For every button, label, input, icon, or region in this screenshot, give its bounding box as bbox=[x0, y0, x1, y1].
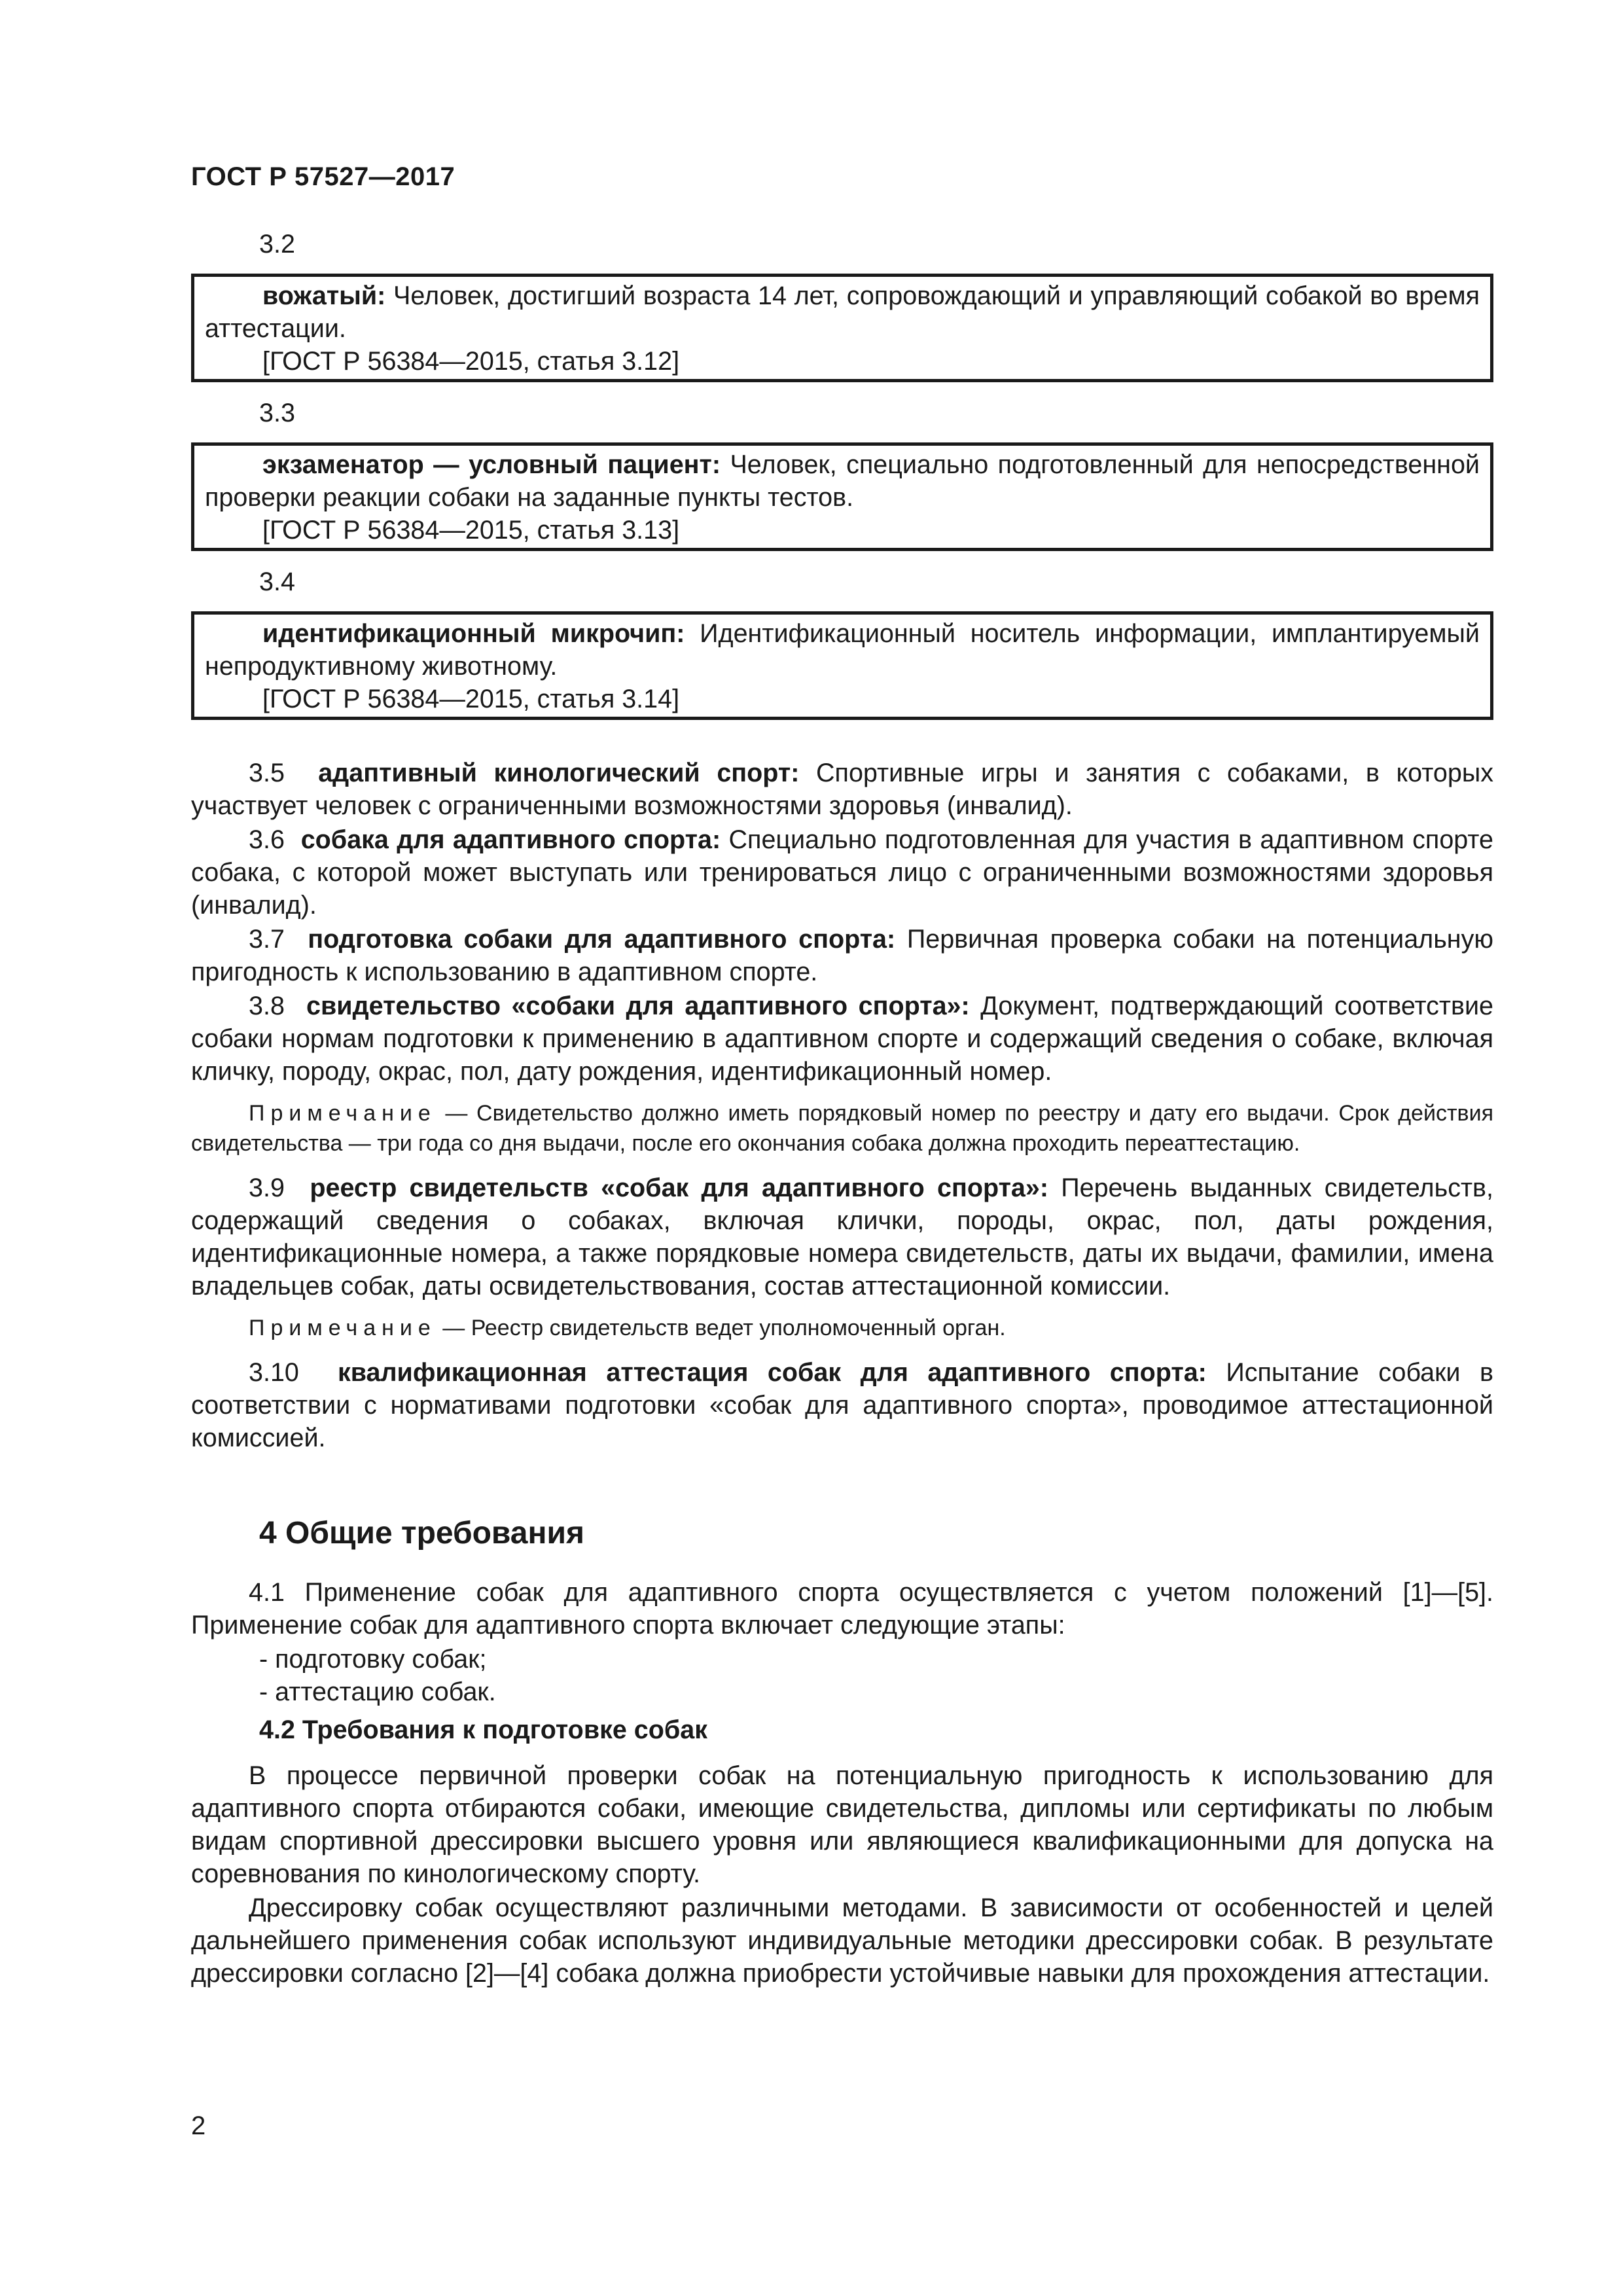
term-text: Документ, подтверждающий соответствие собаки нормам подготовки к применению в адаптивном спорте и содержащий сведения о собаке, включая кличку, породу, окрас, пол, дату рождения, идентификационный номер. bbox=[191, 992, 1494, 1086]
term-number: 3.8 bbox=[249, 992, 285, 1020]
term-text: Специально подготовленная для участия в адаптивном спорте собака, с которой может выступать или тренироваться лицо с ограниченными возможностями здоровья (инвалид). bbox=[191, 825, 1493, 920]
term-definition bbox=[205, 279, 1480, 345]
term-name: собака для адаптивного спорта: bbox=[300, 825, 721, 854]
term-definition bbox=[191, 990, 1493, 1088]
term-text: Первичная проверка собаки на потенциальную пригодность к использованию в адаптивном спорте. bbox=[191, 925, 1493, 986]
term-text: Испытание собаки в соответствии с нормативами подготовки «собак для адаптивного спорта», проводимое аттестационной комиссией. bbox=[191, 1358, 1493, 1452]
term-text: Спортивные игры и занятия с собаками, в которых участвует человек с ограниченными возможностями здоровья (инвалид). bbox=[191, 759, 1493, 820]
note bbox=[191, 1098, 1493, 1158]
term-text: Перечень выданных свидетельств, содержащий сведения о собаках, включая клички, породы, окрас, пол, даты рождения, идентификационные номера, а также порядковые номера свидетельств, даты их выдачи, фамилии, имена владельцев собак, даты освидетельствования, состав аттестационной комиссии. bbox=[191, 1174, 1493, 1300]
term-text: Человек, достигший возраста 14 лет, сопровождающий и управляющий собакой во время аттестации. bbox=[205, 281, 1480, 343]
list-item: - подготовку собак; bbox=[259, 1645, 487, 1674]
note-label: Примечание bbox=[249, 1316, 437, 1340]
term-name: адаптивный кинологический спорт: bbox=[318, 759, 800, 787]
term-name: квалификационная аттестация собак для адаптивного спорта: bbox=[337, 1358, 1207, 1387]
list-item: - аттестацию собак. bbox=[259, 1677, 496, 1706]
term-box bbox=[191, 442, 1493, 551]
term-number: 3.4 bbox=[259, 567, 295, 596]
page-number: 2 bbox=[191, 2111, 206, 2140]
paragraph: В процессе первичной проверки собак на потенциальную пригодность к использованию для адаптивного спорта отбираются собаки, имеющие свидетельства, дипломы или сертификаты по любым видам спортивной дрессировки высшего уровня или являющиеся квалификационными для допуска на соревнования по кинологическому спорту. bbox=[191, 1761, 1493, 1888]
page-content bbox=[191, 228, 1493, 1991]
term-source: [ГОСТ Р 56384—2015, статья 3.14] bbox=[262, 685, 680, 713]
term-definition bbox=[205, 448, 1480, 514]
note-text: — Свидетельство должно иметь порядковый номер по реестру и дату его выдачи. Срок действия свидетельства — три года со дня выдачи, после его окончания собака должна проходить переаттестацию. bbox=[191, 1101, 1493, 1156]
note bbox=[191, 1313, 1493, 1343]
term-number: 3.3 bbox=[259, 399, 295, 427]
subsection-title: 4.2 Требования к подготовке собак bbox=[259, 1715, 708, 1744]
term-box bbox=[191, 611, 1493, 720]
term-name: подготовка собаки для адаптивного спорта: bbox=[308, 925, 896, 954]
term-definition bbox=[191, 1356, 1493, 1454]
note-label: Примечание bbox=[249, 1101, 437, 1126]
term-name: свидетельство «собаки для адаптивного спорта»: bbox=[306, 992, 970, 1020]
term-number: 3.2 bbox=[259, 230, 295, 259]
term-definition bbox=[191, 757, 1493, 822]
term-number: 3.10 bbox=[249, 1358, 299, 1387]
term-box bbox=[191, 274, 1493, 382]
note-text: — Реестр свидетельств ведет уполномоченный орган. bbox=[436, 1316, 1006, 1340]
term-number: 3.6 bbox=[249, 825, 285, 854]
term-name: экзаменатор — условный пациент: bbox=[262, 450, 721, 479]
term-name: реестр свидетельств «собак для адаптивного спорта»: bbox=[310, 1174, 1049, 1202]
term-source: [ГОСТ Р 56384—2015, статья 3.12] bbox=[262, 347, 680, 376]
term-number: 3.7 bbox=[249, 925, 285, 954]
term-number: 3.9 bbox=[249, 1174, 285, 1202]
paragraph: Дрессировку собак осуществляют различными методами. В зависимости от особенностей и целей дальнейшего применения собак используют индивидуальные методики дрессировки собак. В результате дрессировки согласно [2]—[4] собака должна приобрести устойчивые навыки для прохождения аттестации. bbox=[191, 1893, 1493, 1988]
term-number: 3.5 bbox=[249, 759, 285, 787]
term-name: идентификационный микрочип: bbox=[262, 619, 685, 648]
term-definition bbox=[191, 823, 1493, 922]
term-name: вожатый: bbox=[262, 281, 386, 310]
term-definition bbox=[191, 1172, 1493, 1302]
section-title: 4 Общие требования bbox=[259, 1516, 584, 1551]
term-source: [ГОСТ Р 56384—2015, статья 3.13] bbox=[262, 516, 680, 545]
term-definition bbox=[191, 923, 1493, 988]
paragraph: 4.1 Применение собак для адаптивного спорта осуществляется с учетом положений [1]—[5]. Применение собак для адаптивного спорта включает следующие этапы: bbox=[191, 1578, 1493, 1640]
term-text: Идентификационный носитель информации, имплантируемый непродуктивному животному. bbox=[205, 619, 1480, 681]
term-text: Человек, специально подготовленный для непосредственной проверки реакции собаки на заданные пункты тестов. bbox=[205, 450, 1480, 512]
term-definition bbox=[205, 617, 1480, 683]
document-id: ГОСТ Р 57527—2017 bbox=[191, 162, 455, 191]
